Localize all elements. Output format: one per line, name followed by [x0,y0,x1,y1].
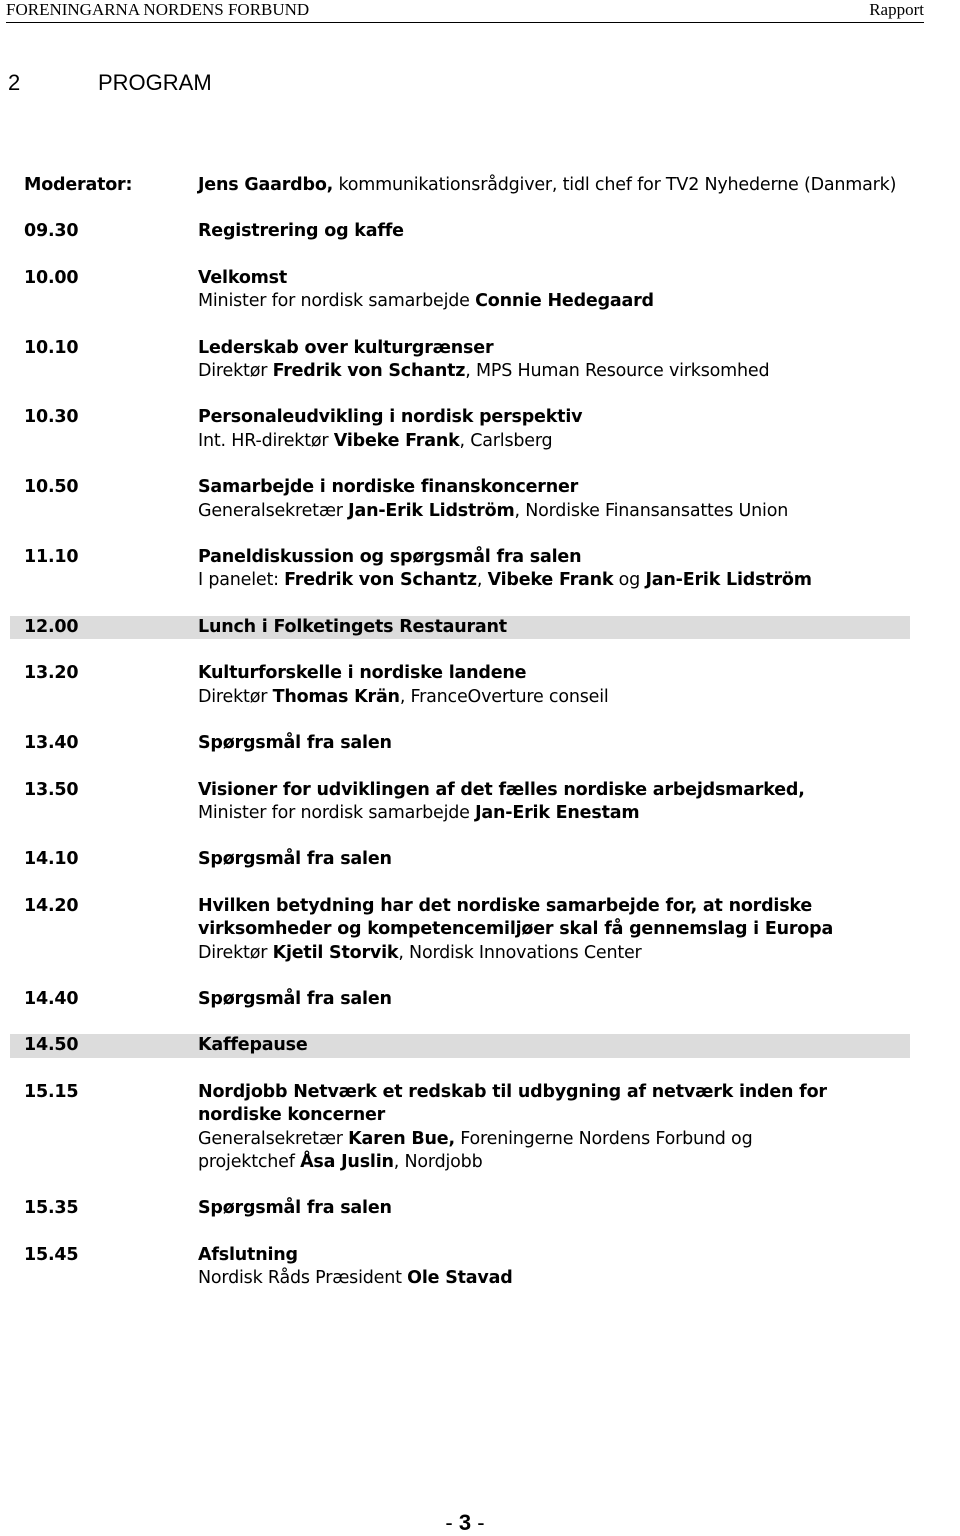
program-time: 13.40 [24,733,79,754]
program-title-line [198,337,910,360]
program-item [10,267,910,314]
emphasis-text: Jan-Erik Enestam [475,802,640,823]
program-time: 10.00 [24,267,79,288]
section-number: 2 [8,70,21,95]
program-item [10,220,910,243]
program-time: 15.45 [24,1244,79,1265]
program-title-line [198,1034,910,1057]
row-spacer [10,709,910,732]
program-item [10,546,910,593]
emphasis-text: Connie Hedegaard [475,291,654,312]
program-time: 14.50 [24,1035,79,1056]
program-title-line [198,1104,910,1127]
row-spacer [10,453,910,476]
emphasis-text: Spørgsmål fra salen [198,988,392,1009]
plain-text: Foreningerne Nordens Forbund og [454,1128,753,1149]
emphasis-text: Vibeke Frank [333,430,460,451]
program-time: 10.50 [24,477,79,498]
program-detail-line [198,174,910,197]
program-detail-line [198,569,910,592]
plain-text: og [613,570,646,591]
plain-text: projektchef [198,1151,301,1172]
program-item [10,895,910,965]
emphasis-text: Registrering og kaffe [198,221,404,242]
emphasis-text: Kulturforskelle i nordiske landene [198,663,527,684]
program-title-line [198,662,910,685]
row-spacer [10,593,910,616]
emphasis-text: Paneldiskussion og spørgsmål fra salen [198,547,582,568]
emphasis-text: virksomheder og kompetencemiljøer skal få gennemslag i Europa [198,919,834,940]
emphasis-text: Thomas Krän [272,686,400,707]
program-title-line [198,476,910,499]
program-time: 15.35 [24,1198,79,1219]
program-item [10,1081,910,1175]
row-spacer [10,197,910,220]
row-spacer [10,825,910,848]
program-detail-line [198,942,910,965]
program-title-line [198,918,910,941]
program-item [10,662,910,709]
program-item [10,1197,910,1220]
program-time: 09.30 [24,221,79,242]
program-detail-line [198,500,910,523]
program-time: 14.20 [24,895,79,916]
emphasis-text: Spørgsmål fra salen [198,733,392,754]
emphasis-text: Vibeke Frank [487,570,614,591]
plain-text: Minister for nordisk samarbejde [198,802,476,823]
page-header [6,0,924,23]
plain-text: Nordisk Råds Præsident [198,1268,408,1289]
row-spacer [10,639,910,662]
plain-text: I panelet: [198,570,285,591]
row-spacer [10,872,910,895]
section-title: PROGRAM [98,70,212,95]
plain-text: , MPS Human Resource virksomhed [465,361,770,382]
program-detail-line [198,1128,910,1151]
row-spacer [10,314,910,337]
footer-prefix: - [445,1510,459,1535]
program-detail-line [198,1267,910,1290]
footer-suffix: - [471,1510,485,1535]
program-time: 11.10 [24,547,79,568]
program-item [10,337,910,384]
program-item [10,988,910,1011]
emphasis-text: Kaffepause [198,1035,308,1056]
emphasis-text: nordiske koncerner [198,1105,386,1126]
page-number: 3 [458,1510,472,1535]
program-list [10,174,910,1291]
emphasis-text: Jan-Erik Lidström [645,570,812,591]
program-time: 14.40 [24,988,79,1009]
plain-text: , Nordiske Finansansattes Union [514,500,789,521]
program-time: 14.10 [24,849,79,870]
row-spacer [10,244,910,267]
plain-text: Direktør [198,361,273,382]
plain-text: Generalsekretær [198,500,349,521]
program-item [10,848,910,871]
emphasis-text: Afslutning [198,1244,298,1265]
program-item [10,476,910,523]
emphasis-text: Hvilken betydning har det nordiske samarbejde for, at nordiske [198,895,813,916]
emphasis-text: Spørgsmål fra salen [198,1198,392,1219]
row-spacer [10,965,910,988]
plain-text: , Carlsberg [459,430,553,451]
program-item [10,616,910,639]
emphasis-text: Åsa Juslin [300,1151,394,1172]
emphasis-text: Fredrik von Schantz [284,570,477,591]
program-time: 10.10 [24,337,79,358]
plain-text: , Nordjobb [393,1151,483,1172]
program-detail-line [198,802,910,825]
program-time: 13.20 [24,663,79,684]
program-time: 15.15 [24,1081,79,1102]
plain-text: Int. HR-direktør [198,430,334,451]
plain-text: , Nordisk Innovations Center [398,942,642,963]
header-organization: FORENINGARNA NORDENS FORBUND [6,0,310,19]
program-time: Moderator: [24,175,133,195]
plain-text: Direktør [198,942,273,963]
plain-text: Generalsekretær [198,1128,349,1149]
emphasis-text: Karen Bue, [348,1128,455,1149]
program-title-line [198,616,910,639]
program-title-line [198,406,910,429]
emphasis-text: Lederskab over kulturgrænser [198,337,494,358]
row-spacer [10,1011,910,1034]
program-title-line [198,220,910,243]
emphasis-text: Kjetil Storvik [272,942,399,963]
program-title-line [198,1244,910,1267]
plain-text: kommunikationsrådgiver, tidl chef for TV2 Nyhederne (Danmark) [333,175,897,195]
section-heading [8,70,212,96]
row-spacer [10,383,910,406]
emphasis-text: Spørgsmål fra salen [198,849,392,870]
program-title-line [198,895,910,918]
emphasis-text: Nordjobb Netværk et redskab til udbygning af netværk inden for [198,1081,827,1102]
program-time: 12.00 [24,616,79,637]
emphasis-text: Jens Gaardbo, [198,175,334,195]
header-doc-type: Rapport [869,0,924,19]
emphasis-text: Ole Stavad [407,1268,513,1289]
program-detail-line [198,430,910,453]
row-spacer [10,1174,910,1197]
program-title-line [198,779,910,802]
program-item [10,406,910,453]
plain-text: , [476,570,488,591]
program-title-line [198,1197,910,1220]
row-spacer [10,1058,910,1081]
plain-text: , FranceOverture conseil [399,686,609,707]
emphasis-text: Visioner for udviklingen af det fælles nordiske arbejdsmarked, [198,779,805,800]
plain-text: Direktør [198,686,273,707]
program-detail-line [198,290,910,313]
emphasis-text: Velkomst [198,267,288,288]
page-footer [0,1510,930,1536]
program-item [10,779,910,826]
emphasis-text: Fredrik von Schantz [272,361,466,382]
emphasis-text: Jan-Erik Lidström [348,500,515,521]
program-title-line [198,1081,910,1104]
program-item [10,732,910,755]
program-title-line [198,546,910,569]
program-time: 10.30 [24,407,79,428]
row-spacer [10,1221,910,1244]
program-time: 13.50 [24,779,79,800]
program-item [10,1034,910,1057]
program-title-line [198,732,910,755]
program-title-line [198,848,910,871]
plain-text: Minister for nordisk samarbejde [198,291,476,312]
row-spacer [10,523,910,546]
emphasis-text: Lunch i Folketingets Restaurant [198,616,507,637]
emphasis-text: Personaleudvikling i nordisk perspektiv [198,407,583,428]
program-item [10,1244,910,1291]
row-spacer [10,756,910,779]
program-detail-line [198,1151,910,1174]
program-detail-line [198,360,910,383]
emphasis-text: Samarbejde i nordiske finanskoncerner [198,477,579,498]
program-item [10,174,910,197]
program-title-line [198,988,910,1011]
program-detail-line [198,686,910,709]
program-title-line [198,267,910,290]
